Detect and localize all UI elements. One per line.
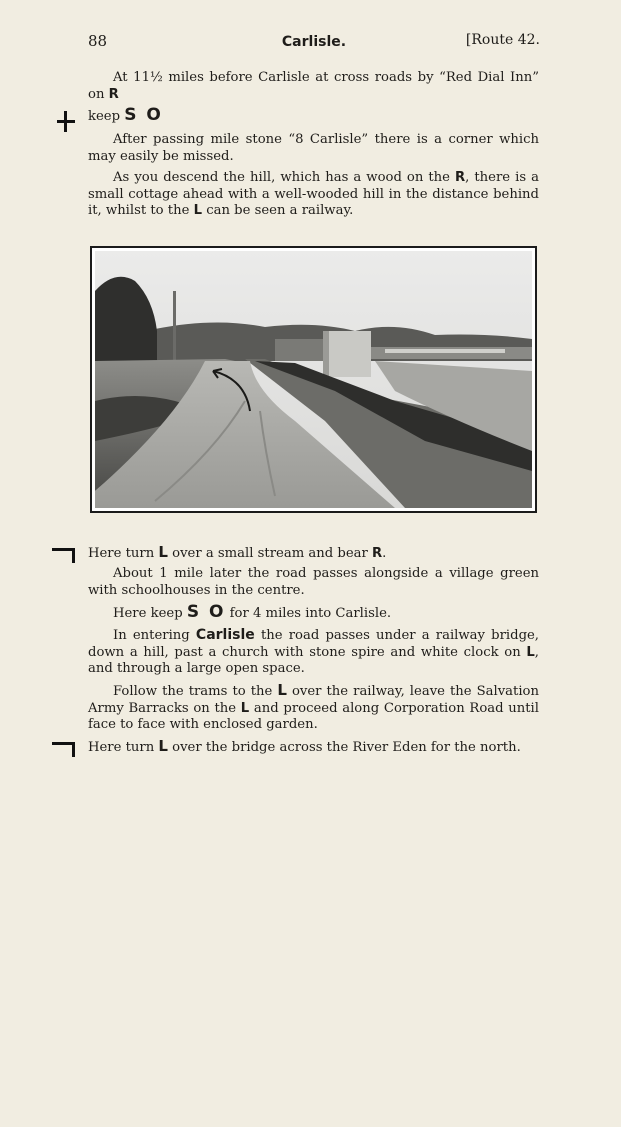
page-header [88, 32, 540, 54]
paragraph-red-dial-inn: At 11½ miles before Carlisle at cross roads by “Red Dial Inn” on R [88, 70, 539, 102]
paragraph-entering-carlisle: In entering Carlisle the road passes under a railway bridge, down a hill, past a church with stone spire and white clock on L, and through a large open space. [88, 627, 540, 676]
paragraph-mile-stone: After passing mile stone “8 Carlisle” there is a corner which may easily be missed. [88, 132, 539, 164]
page-number: 88 [88, 32, 108, 50]
running-title: Carlisle. [281, 34, 347, 50]
paragraph-turn-left-stream: Here turn L over a small stream and bear R. [88, 543, 387, 561]
paragraph-village-green: About 1 mile later the road passes alongside a village green with schoolhouses in the centre. [88, 566, 539, 598]
road-scene-image [95, 251, 532, 508]
route-label: [Route 42. [465, 32, 540, 48]
road-photograph [90, 246, 537, 513]
paragraph-descend-hill: As you descend the hill, which has a wood on the R, there is a small cottage ahead with a well-wooded hill in the distance behind it, whilst to the L can be seen a railway. [88, 170, 539, 218]
paragraph-keep-so: keep S O [88, 105, 163, 125]
paragraph-keep-so-carlisle: Here keep S O for 4 miles into Carlisle. [113, 602, 392, 622]
paragraph-follow-trams: Follow the trams to the L over the railway, leave the Salvation Army Barracks on the L and proceed along Corporation Road until face to face with enclosed garden. [88, 681, 539, 732]
paragraph-river-eden: Here turn L over the bridge across the River Eden for the north. [88, 737, 521, 755]
